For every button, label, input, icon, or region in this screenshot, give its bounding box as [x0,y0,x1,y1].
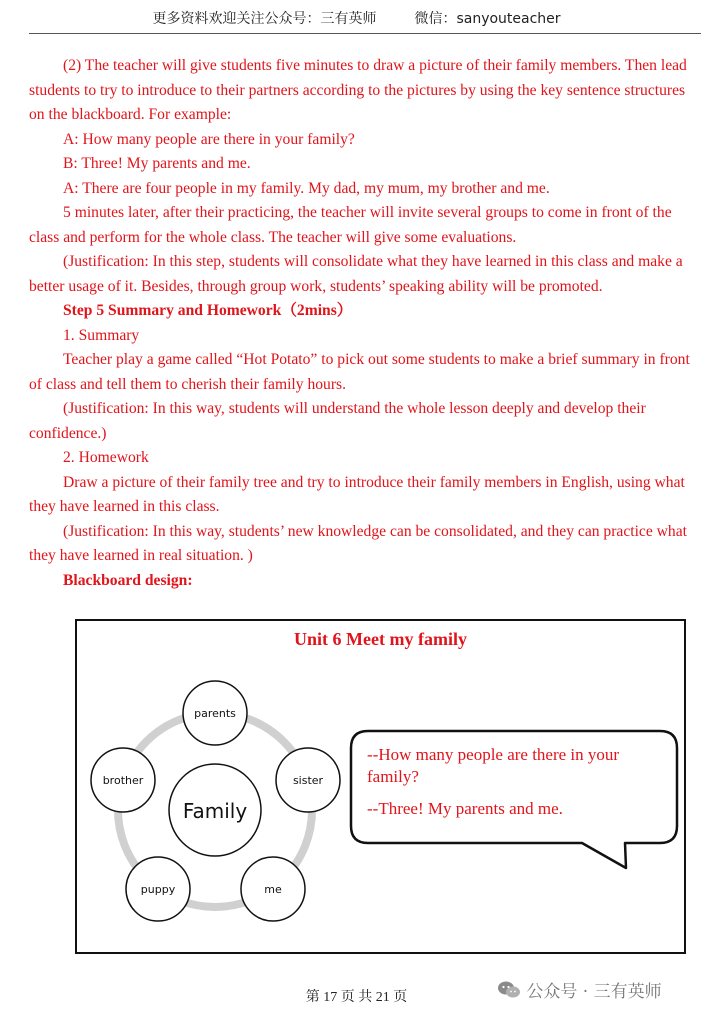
family-center-label: Family [182,799,248,823]
paragraph-perform: 5 minutes later, after their practicing, the teacher will invite several groups to come in front of the class and perform for the whole class. The teacher will give some evaluations. [29,204,672,246]
header-left-text: 更多资料欢迎关注公众号：三有英师 [152,11,377,27]
paragraph-homework: Draw a picture of their family tree and try to introduce their family members in English, using what they have learned in this class. [29,473,685,515]
example-line-a2: A: There are four people in my family. My dad, my mum, my brother and me. [63,179,550,197]
dialog-answer: --Three! My parents and me. [367,799,563,818]
dialog-question: --How many people are there in your family? [367,745,620,786]
homework-heading: 2. Homework [63,449,149,466]
wechat-icon [497,980,521,1005]
paragraph-justification-3: (Justification: In this way, students’ new knowledge can be consolidated, and they can practice what they have learned in real situation. ) [29,522,687,564]
member-label-parents: parents [194,707,236,720]
step5-heading: Step 5 Summary and Homework（2mins） [63,302,353,319]
summary-heading: 1. Summary [63,326,140,344]
member-label-brother: brother [102,774,144,787]
paragraph-summary: Teacher play a game called “Hot Potato” to pick out some students to make a brief summary in front of class and tell them to cherish their family hours. [29,351,690,393]
board-title: Unit 6 Meet my family [294,629,467,649]
blackboard-design-heading: Blackboard design: [63,571,193,589]
paragraph-justification-1: (Justification: In this step, students will consolidate what they have learned in this class and make a better usage of it. Besides, through group work, students’ speaking ability will be promoted. [29,253,683,295]
watermark-text: 公众号 · 三有英师 [526,982,662,1002]
speech-bubble-text [367,744,667,820]
example-line-b: B: Three! My parents and me. [63,155,251,172]
paragraph-justification-2: (Justification: In this way, students will understand the whole lesson deeply and develop their confidence.) [29,400,646,442]
example-line-a1: A: How many people are there in your family? [63,130,355,148]
paragraph-step4-activity: (2) The teacher will give students five minutes to draw a picture of their family members. Then lead students to try to introduce to their partners according to the pictures by using the key sentence structures on the blackboard. For example: [29,57,687,123]
member-label-puppy: puppy [140,883,176,896]
watermark [497,977,662,1005]
member-label-sister: sister [292,774,324,787]
member-label-me: me [264,883,282,896]
header-wechat-text: 微信：sanyouteacher [414,11,561,27]
page-number: 第 17 页 共 21 页 [305,990,408,1005]
